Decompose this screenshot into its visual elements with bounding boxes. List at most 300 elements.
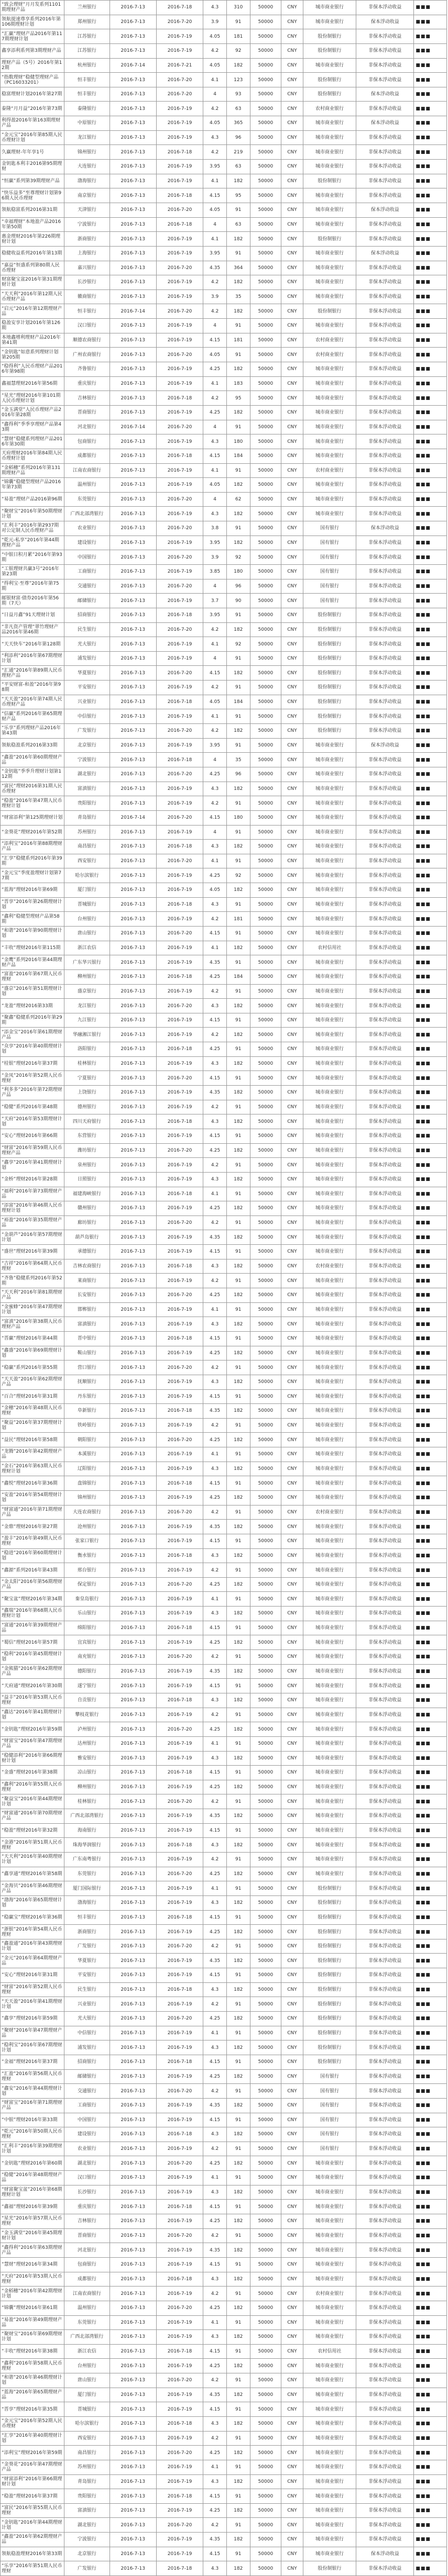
row-marker-icon[interactable]: ■■■: [416, 2073, 431, 2079]
row-marker-icon[interactable]: ■■■: [416, 1900, 431, 1906]
row-marker-icon[interactable]: ■■■: [416, 1914, 431, 1920]
table-row[interactable]: [1, 58, 447, 73]
table-row[interactable]: [1, 2127, 447, 2142]
row-marker-icon[interactable]: ■■■: [416, 439, 431, 444]
table-row[interactable]: [1, 261, 447, 275]
row-marker-icon[interactable]: ■■■: [416, 945, 431, 951]
row-marker-icon[interactable]: ■■■: [416, 1379, 431, 1385]
row-marker-icon[interactable]: ■■■: [416, 1929, 431, 1935]
table-row[interactable]: [1, 1, 447, 15]
row-marker-icon[interactable]: ■■■: [416, 1871, 431, 1877]
row-marker-icon[interactable]: ■■■: [416, 395, 431, 401]
row-marker-icon[interactable]: ■■■: [416, 1220, 431, 1226]
table-row[interactable]: [1, 2489, 447, 2504]
table-row[interactable]: [1, 434, 447, 449]
table-row[interactable]: [1, 1867, 447, 1881]
row-marker-icon[interactable]: ■■■: [416, 742, 431, 748]
row-marker-icon[interactable]: ■■■: [416, 1654, 431, 1660]
row-marker-icon[interactable]: ■■■: [416, 2247, 431, 2253]
table-row[interactable]: [1, 1187, 447, 1201]
table-row[interactable]: [1, 203, 447, 217]
table-row[interactable]: [1, 1375, 447, 1389]
row-marker-icon[interactable]: ■■■: [416, 2522, 431, 2528]
row-marker-icon[interactable]: ■■■: [416, 656, 431, 662]
row-marker-icon[interactable]: ■■■: [416, 1466, 431, 1472]
table-row[interactable]: [1, 1418, 447, 1433]
row-marker-icon[interactable]: ■■■: [416, 1264, 431, 1269]
row-marker-icon[interactable]: ■■■: [416, 19, 431, 25]
table-row[interactable]: [1, 478, 447, 493]
table-row[interactable]: [1, 362, 447, 377]
table-row[interactable]: [1, 463, 447, 478]
row-marker-icon[interactable]: ■■■: [416, 1350, 431, 1356]
row-marker-icon[interactable]: ■■■: [416, 554, 431, 560]
row-marker-icon[interactable]: ■■■: [416, 598, 431, 604]
table-row[interactable]: [1, 1215, 447, 1230]
table-row[interactable]: [1, 738, 447, 753]
row-marker-icon[interactable]: ■■■: [416, 1958, 431, 1964]
table-row[interactable]: [1, 1881, 447, 1896]
table-row[interactable]: [1, 2055, 447, 2069]
row-marker-icon[interactable]: ■■■: [416, 1972, 431, 1978]
row-marker-icon[interactable]: ■■■: [416, 511, 431, 517]
row-marker-icon[interactable]: ■■■: [416, 135, 431, 141]
table-row[interactable]: [1, 376, 447, 391]
row-marker-icon[interactable]: ■■■: [416, 1423, 431, 1429]
row-marker-icon[interactable]: ■■■: [416, 1625, 431, 1631]
row-marker-icon[interactable]: ■■■: [416, 193, 431, 198]
table-row[interactable]: [1, 521, 447, 536]
table-row[interactable]: [1, 1447, 447, 1462]
table-row[interactable]: [1, 160, 447, 174]
table-row[interactable]: [1, 897, 447, 912]
row-marker-icon[interactable]: ■■■: [416, 1987, 431, 1993]
table-row[interactable]: [1, 984, 447, 999]
row-marker-icon[interactable]: ■■■: [416, 1495, 431, 1501]
row-marker-icon[interactable]: ■■■: [416, 627, 431, 632]
row-marker-icon[interactable]: ■■■: [416, 92, 431, 97]
table-row[interactable]: [1, 753, 447, 767]
row-marker-icon[interactable]: ■■■: [416, 960, 431, 965]
table-row[interactable]: [1, 912, 447, 927]
row-marker-icon[interactable]: ■■■: [416, 2493, 431, 2499]
table-row[interactable]: [1, 1838, 447, 1853]
table-row[interactable]: [1, 2171, 447, 2185]
table-row[interactable]: [1, 1895, 447, 1910]
table-row[interactable]: [1, 941, 447, 955]
row-marker-icon[interactable]: ■■■: [416, 236, 431, 242]
table-row[interactable]: [1, 782, 447, 796]
row-marker-icon[interactable]: ■■■: [416, 1785, 431, 1790]
table-row[interactable]: [1, 564, 447, 579]
table-row[interactable]: [1, 2040, 447, 2055]
table-row[interactable]: [1, 825, 447, 840]
row-marker-icon[interactable]: ■■■: [416, 2305, 431, 2311]
row-marker-icon[interactable]: ■■■: [416, 685, 431, 690]
row-marker-icon[interactable]: ■■■: [416, 2378, 431, 2383]
row-marker-icon[interactable]: ■■■: [416, 728, 431, 734]
table-row[interactable]: [1, 2287, 447, 2301]
row-marker-icon[interactable]: ■■■: [416, 294, 431, 300]
row-marker-icon[interactable]: ■■■: [416, 1321, 431, 1327]
row-marker-icon[interactable]: ■■■: [416, 1278, 431, 1284]
row-marker-icon[interactable]: ■■■: [416, 2059, 431, 2065]
table-row[interactable]: [1, 840, 447, 854]
table-row[interactable]: [1, 1100, 447, 1114]
table-row[interactable]: [1, 1853, 447, 1867]
row-marker-icon[interactable]: ■■■: [416, 308, 431, 314]
table-row[interactable]: [1, 130, 447, 145]
row-marker-icon[interactable]: ■■■: [416, 1105, 431, 1110]
row-marker-icon[interactable]: ■■■: [416, 1177, 431, 1183]
table-row[interactable]: [1, 348, 447, 362]
table-row[interactable]: [1, 1766, 447, 1780]
row-marker-icon[interactable]: ■■■: [416, 2233, 431, 2238]
table-row[interactable]: [1, 1794, 447, 1809]
row-marker-icon[interactable]: ■■■: [416, 1061, 431, 1067]
table-row[interactable]: [1, 2518, 447, 2533]
row-marker-icon[interactable]: ■■■: [416, 1770, 431, 1776]
table-row[interactable]: [1, 2344, 447, 2359]
table-row[interactable]: [1, 608, 447, 622]
row-marker-icon[interactable]: ■■■: [416, 2479, 431, 2484]
row-marker-icon[interactable]: ■■■: [416, 1437, 431, 1443]
table-row[interactable]: [1, 1693, 447, 1708]
table-row[interactable]: [1, 492, 447, 507]
table-row[interactable]: [1, 1490, 447, 1505]
row-marker-icon[interactable]: ■■■: [416, 1206, 431, 1211]
row-marker-icon[interactable]: ■■■: [416, 497, 431, 503]
table-row[interactable]: [1, 1621, 447, 1635]
table-row[interactable]: [1, 2533, 447, 2547]
row-marker-icon[interactable]: ■■■: [416, 1524, 431, 1530]
table-row[interactable]: [1, 2142, 447, 2156]
row-marker-icon[interactable]: ■■■: [416, 1755, 431, 1761]
row-marker-icon[interactable]: ■■■: [416, 1393, 431, 1399]
table-row[interactable]: [1, 1751, 447, 1766]
row-marker-icon[interactable]: ■■■: [416, 1336, 431, 1342]
table-row[interactable]: [1, 1404, 447, 1419]
table-row[interactable]: [1, 1331, 447, 1346]
table-row[interactable]: [1, 681, 447, 695]
row-marker-icon[interactable]: ■■■: [416, 2465, 431, 2470]
table-row[interactable]: [1, 1086, 447, 1100]
table-row[interactable]: [1, 1056, 447, 1071]
table-row[interactable]: [1, 651, 447, 666]
row-marker-icon[interactable]: ■■■: [416, 280, 431, 285]
table-row[interactable]: [1, 304, 447, 319]
row-marker-icon[interactable]: ■■■: [416, 34, 431, 39]
table-row[interactable]: [1, 2446, 447, 2460]
table-row[interactable]: [1, 1650, 447, 1665]
row-marker-icon[interactable]: ■■■: [416, 1452, 431, 1457]
row-marker-icon[interactable]: ■■■: [416, 829, 431, 835]
row-marker-icon[interactable]: ■■■: [416, 323, 431, 329]
row-marker-icon[interactable]: ■■■: [416, 858, 431, 864]
table-row[interactable]: [1, 1114, 447, 1129]
table-row[interactable]: [1, 1910, 447, 1925]
table-row[interactable]: [1, 2460, 447, 2474]
row-marker-icon[interactable]: ■■■: [416, 2435, 431, 2441]
table-row[interactable]: [1, 1607, 447, 1621]
table-row[interactable]: [1, 1968, 447, 1983]
row-marker-icon[interactable]: ■■■: [416, 149, 431, 155]
row-marker-icon[interactable]: ■■■: [416, 62, 431, 68]
table-row[interactable]: [1, 1143, 447, 1158]
row-marker-icon[interactable]: ■■■: [416, 757, 431, 763]
row-marker-icon[interactable]: ■■■: [416, 1234, 431, 1240]
row-marker-icon[interactable]: ■■■: [416, 2406, 431, 2412]
table-row[interactable]: [1, 2474, 447, 2489]
table-row[interactable]: [1, 188, 447, 203]
row-marker-icon[interactable]: ■■■: [416, 2291, 431, 2296]
table-row[interactable]: [1, 1664, 447, 1679]
table-row[interactable]: [1, 2388, 447, 2402]
table-row[interactable]: [1, 1158, 447, 1173]
table-row[interactable]: [1, 1925, 447, 1939]
table-row[interactable]: [1, 217, 447, 232]
table-row[interactable]: [1, 232, 447, 247]
table-row[interactable]: [1, 2272, 447, 2287]
row-marker-icon[interactable]: ■■■: [416, 2175, 431, 2181]
row-marker-icon[interactable]: ■■■: [416, 453, 431, 459]
row-marker-icon[interactable]: ■■■: [416, 1365, 431, 1370]
row-marker-icon[interactable]: ■■■: [416, 2508, 431, 2514]
row-marker-icon[interactable]: ■■■: [416, 2088, 431, 2094]
row-marker-icon[interactable]: ■■■: [416, 1886, 431, 1891]
row-marker-icon[interactable]: ■■■: [416, 772, 431, 777]
row-marker-icon[interactable]: ■■■: [416, 366, 431, 372]
row-marker-icon[interactable]: ■■■: [416, 410, 431, 416]
table-row[interactable]: [1, 868, 447, 883]
row-marker-icon[interactable]: ■■■: [416, 1596, 431, 1602]
row-marker-icon[interactable]: ■■■: [416, 482, 431, 488]
table-row[interactable]: [1, 1736, 447, 1751]
row-marker-icon[interactable]: ■■■: [416, 2001, 431, 2007]
table-row[interactable]: [1, 289, 447, 304]
row-marker-icon[interactable]: ■■■: [416, 1611, 431, 1616]
row-marker-icon[interactable]: ■■■: [416, 670, 431, 676]
table-row[interactable]: [1, 767, 447, 782]
row-marker-icon[interactable]: ■■■: [416, 699, 431, 705]
table-row[interactable]: [1, 1722, 447, 1737]
table-row[interactable]: [1, 550, 447, 565]
table-row[interactable]: [1, 1505, 447, 1520]
table-row[interactable]: [1, 1259, 447, 1274]
table-row[interactable]: [1, 2416, 447, 2431]
row-marker-icon[interactable]: ■■■: [416, 1712, 431, 1718]
table-row[interactable]: [1, 2301, 447, 2315]
row-marker-icon[interactable]: ■■■: [416, 2204, 431, 2210]
row-marker-icon[interactable]: ■■■: [416, 1292, 431, 1298]
table-row[interactable]: [1, 1028, 447, 1042]
table-row[interactable]: [1, 1230, 447, 1245]
table-row[interactable]: [1, 1997, 447, 2012]
table-row[interactable]: [1, 2156, 447, 2171]
table-row[interactable]: [1, 1129, 447, 1143]
row-marker-icon[interactable]: ■■■: [416, 1119, 431, 1124]
row-marker-icon[interactable]: ■■■: [416, 2319, 431, 2325]
row-marker-icon[interactable]: ■■■: [416, 713, 431, 719]
table-row[interactable]: [1, 2098, 447, 2113]
row-marker-icon[interactable]: ■■■: [416, 2537, 431, 2542]
row-marker-icon[interactable]: ■■■: [416, 2190, 431, 2195]
row-marker-icon[interactable]: ■■■: [416, 786, 431, 791]
row-marker-icon[interactable]: ■■■: [416, 815, 431, 821]
row-marker-icon[interactable]: ■■■: [416, 1582, 431, 1588]
row-marker-icon[interactable]: ■■■: [416, 1538, 431, 1544]
row-marker-icon[interactable]: ■■■: [416, 526, 431, 531]
row-marker-icon[interactable]: ■■■: [416, 2421, 431, 2427]
table-row[interactable]: [1, 1534, 447, 1548]
table-row[interactable]: [1, 883, 447, 898]
table-row[interactable]: [1, 2113, 447, 2127]
row-marker-icon[interactable]: ■■■: [416, 77, 431, 83]
row-marker-icon[interactable]: ■■■: [416, 2160, 431, 2166]
table-row[interactable]: [1, 333, 447, 348]
row-marker-icon[interactable]: ■■■: [416, 2031, 431, 2036]
row-marker-icon[interactable]: ■■■: [416, 2117, 431, 2123]
table-row[interactable]: [1, 1462, 447, 1476]
row-marker-icon[interactable]: ■■■: [416, 988, 431, 994]
row-marker-icon[interactable]: ■■■: [416, 1698, 431, 1703]
row-marker-icon[interactable]: ■■■: [416, 2450, 431, 2456]
table-row[interactable]: [1, 1201, 447, 1216]
table-row[interactable]: [1, 1389, 447, 1404]
row-marker-icon[interactable]: ■■■: [416, 2566, 431, 2571]
row-marker-icon[interactable]: ■■■: [416, 612, 431, 618]
row-marker-icon[interactable]: ■■■: [416, 120, 431, 126]
row-marker-icon[interactable]: ■■■: [416, 48, 431, 54]
table-row[interactable]: [1, 1071, 447, 1086]
row-marker-icon[interactable]: ■■■: [416, 2146, 431, 2152]
table-row[interactable]: [1, 2228, 447, 2243]
row-marker-icon[interactable]: ■■■: [416, 164, 431, 170]
table-row[interactable]: [1, 1042, 447, 1057]
row-marker-icon[interactable]: ■■■: [416, 2334, 431, 2340]
table-row[interactable]: [1, 405, 447, 420]
table-row[interactable]: [1, 43, 447, 58]
table-row[interactable]: [1, 1563, 447, 1578]
row-marker-icon[interactable]: ■■■: [416, 381, 431, 386]
table-row[interactable]: [1, 275, 447, 290]
row-marker-icon[interactable]: ■■■: [416, 1046, 431, 1052]
row-marker-icon[interactable]: ■■■: [416, 1408, 431, 1414]
row-marker-icon[interactable]: ■■■: [416, 179, 431, 184]
row-marker-icon[interactable]: ■■■: [416, 2218, 431, 2224]
table-row[interactable]: [1, 1172, 447, 1187]
table-row[interactable]: [1, 2431, 447, 2446]
table-row[interactable]: [1, 2359, 447, 2373]
row-marker-icon[interactable]: ■■■: [416, 2045, 431, 2050]
table-row[interactable]: [1, 2561, 447, 2576]
row-marker-icon[interactable]: ■■■: [416, 2103, 431, 2109]
row-marker-icon[interactable]: ■■■: [416, 1133, 431, 1139]
table-row[interactable]: [1, 2547, 447, 2561]
table-row[interactable]: [1, 1823, 447, 1838]
table-row[interactable]: [1, 174, 447, 188]
table-row[interactable]: [1, 955, 447, 970]
row-marker-icon[interactable]: ■■■: [416, 352, 431, 358]
table-row[interactable]: [1, 449, 447, 463]
row-marker-icon[interactable]: ■■■: [416, 1668, 431, 1674]
row-marker-icon[interactable]: ■■■: [416, 2132, 431, 2137]
table-row[interactable]: [1, 1346, 447, 1361]
row-marker-icon[interactable]: ■■■: [416, 1249, 431, 1255]
table-row[interactable]: [1, 1679, 447, 1693]
row-marker-icon[interactable]: ■■■: [416, 1842, 431, 1848]
table-row[interactable]: [1, 1809, 447, 1824]
row-marker-icon[interactable]: ■■■: [416, 106, 431, 111]
row-marker-icon[interactable]: ■■■: [416, 1018, 431, 1023]
row-marker-icon[interactable]: ■■■: [416, 800, 431, 806]
row-marker-icon[interactable]: ■■■: [416, 974, 431, 980]
table-row[interactable]: [1, 1302, 447, 1317]
table-row[interactable]: [1, 579, 447, 594]
table-row[interactable]: [1, 1635, 447, 1650]
table-row[interactable]: [1, 1245, 447, 1259]
row-marker-icon[interactable]: ■■■: [416, 251, 431, 257]
table-row[interactable]: [1, 2243, 447, 2258]
table-row[interactable]: [1, 1288, 447, 1303]
row-marker-icon[interactable]: ■■■: [416, 1799, 431, 1804]
row-marker-icon[interactable]: ■■■: [416, 583, 431, 589]
table-row[interactable]: [1, 391, 447, 406]
table-row[interactable]: [1, 2084, 447, 2099]
table-row[interactable]: [1, 969, 447, 984]
table-row[interactable]: [1, 2330, 447, 2345]
row-marker-icon[interactable]: ■■■: [416, 1813, 431, 1819]
row-marker-icon[interactable]: ■■■: [416, 2016, 431, 2022]
table-row[interactable]: [1, 2185, 447, 2200]
table-row[interactable]: [1, 2200, 447, 2214]
table-row[interactable]: [1, 29, 447, 44]
table-row[interactable]: [1, 2069, 447, 2084]
row-marker-icon[interactable]: ■■■: [416, 1480, 431, 1486]
row-marker-icon[interactable]: ■■■: [416, 338, 431, 343]
row-marker-icon[interactable]: ■■■: [416, 1090, 431, 1096]
row-marker-icon[interactable]: ■■■: [416, 1726, 431, 1732]
table-row[interactable]: [1, 145, 447, 160]
row-marker-icon[interactable]: ■■■: [416, 902, 431, 908]
row-marker-icon[interactable]: ■■■: [416, 1191, 431, 1197]
row-marker-icon[interactable]: ■■■: [416, 265, 431, 271]
table-row[interactable]: [1, 2257, 447, 2272]
table-row[interactable]: [1, 1548, 447, 1563]
table-row[interactable]: [1, 2503, 447, 2518]
table-row[interactable]: [1, 1274, 447, 1288]
table-row[interactable]: [1, 927, 447, 941]
row-marker-icon[interactable]: ■■■: [416, 1162, 431, 1168]
table-row[interactable]: [1, 1780, 447, 1794]
table-row[interactable]: [1, 420, 447, 434]
table-row[interactable]: [1, 709, 447, 724]
table-row[interactable]: [1, 999, 447, 1013]
row-marker-icon[interactable]: ■■■: [416, 221, 431, 227]
table-row[interactable]: [1, 810, 447, 825]
row-marker-icon[interactable]: ■■■: [416, 2349, 431, 2355]
table-row[interactable]: [1, 1476, 447, 1491]
row-marker-icon[interactable]: ■■■: [416, 1147, 431, 1153]
row-marker-icon[interactable]: ■■■: [416, 1857, 431, 1863]
row-marker-icon[interactable]: ■■■: [416, 2262, 431, 2268]
row-marker-icon[interactable]: ■■■: [416, 873, 431, 878]
table-row[interactable]: [1, 246, 447, 261]
row-marker-icon[interactable]: ■■■: [416, 641, 431, 647]
row-marker-icon[interactable]: ■■■: [416, 1567, 431, 1573]
table-row[interactable]: [1, 1954, 447, 1968]
row-marker-icon[interactable]: ■■■: [416, 1509, 431, 1515]
